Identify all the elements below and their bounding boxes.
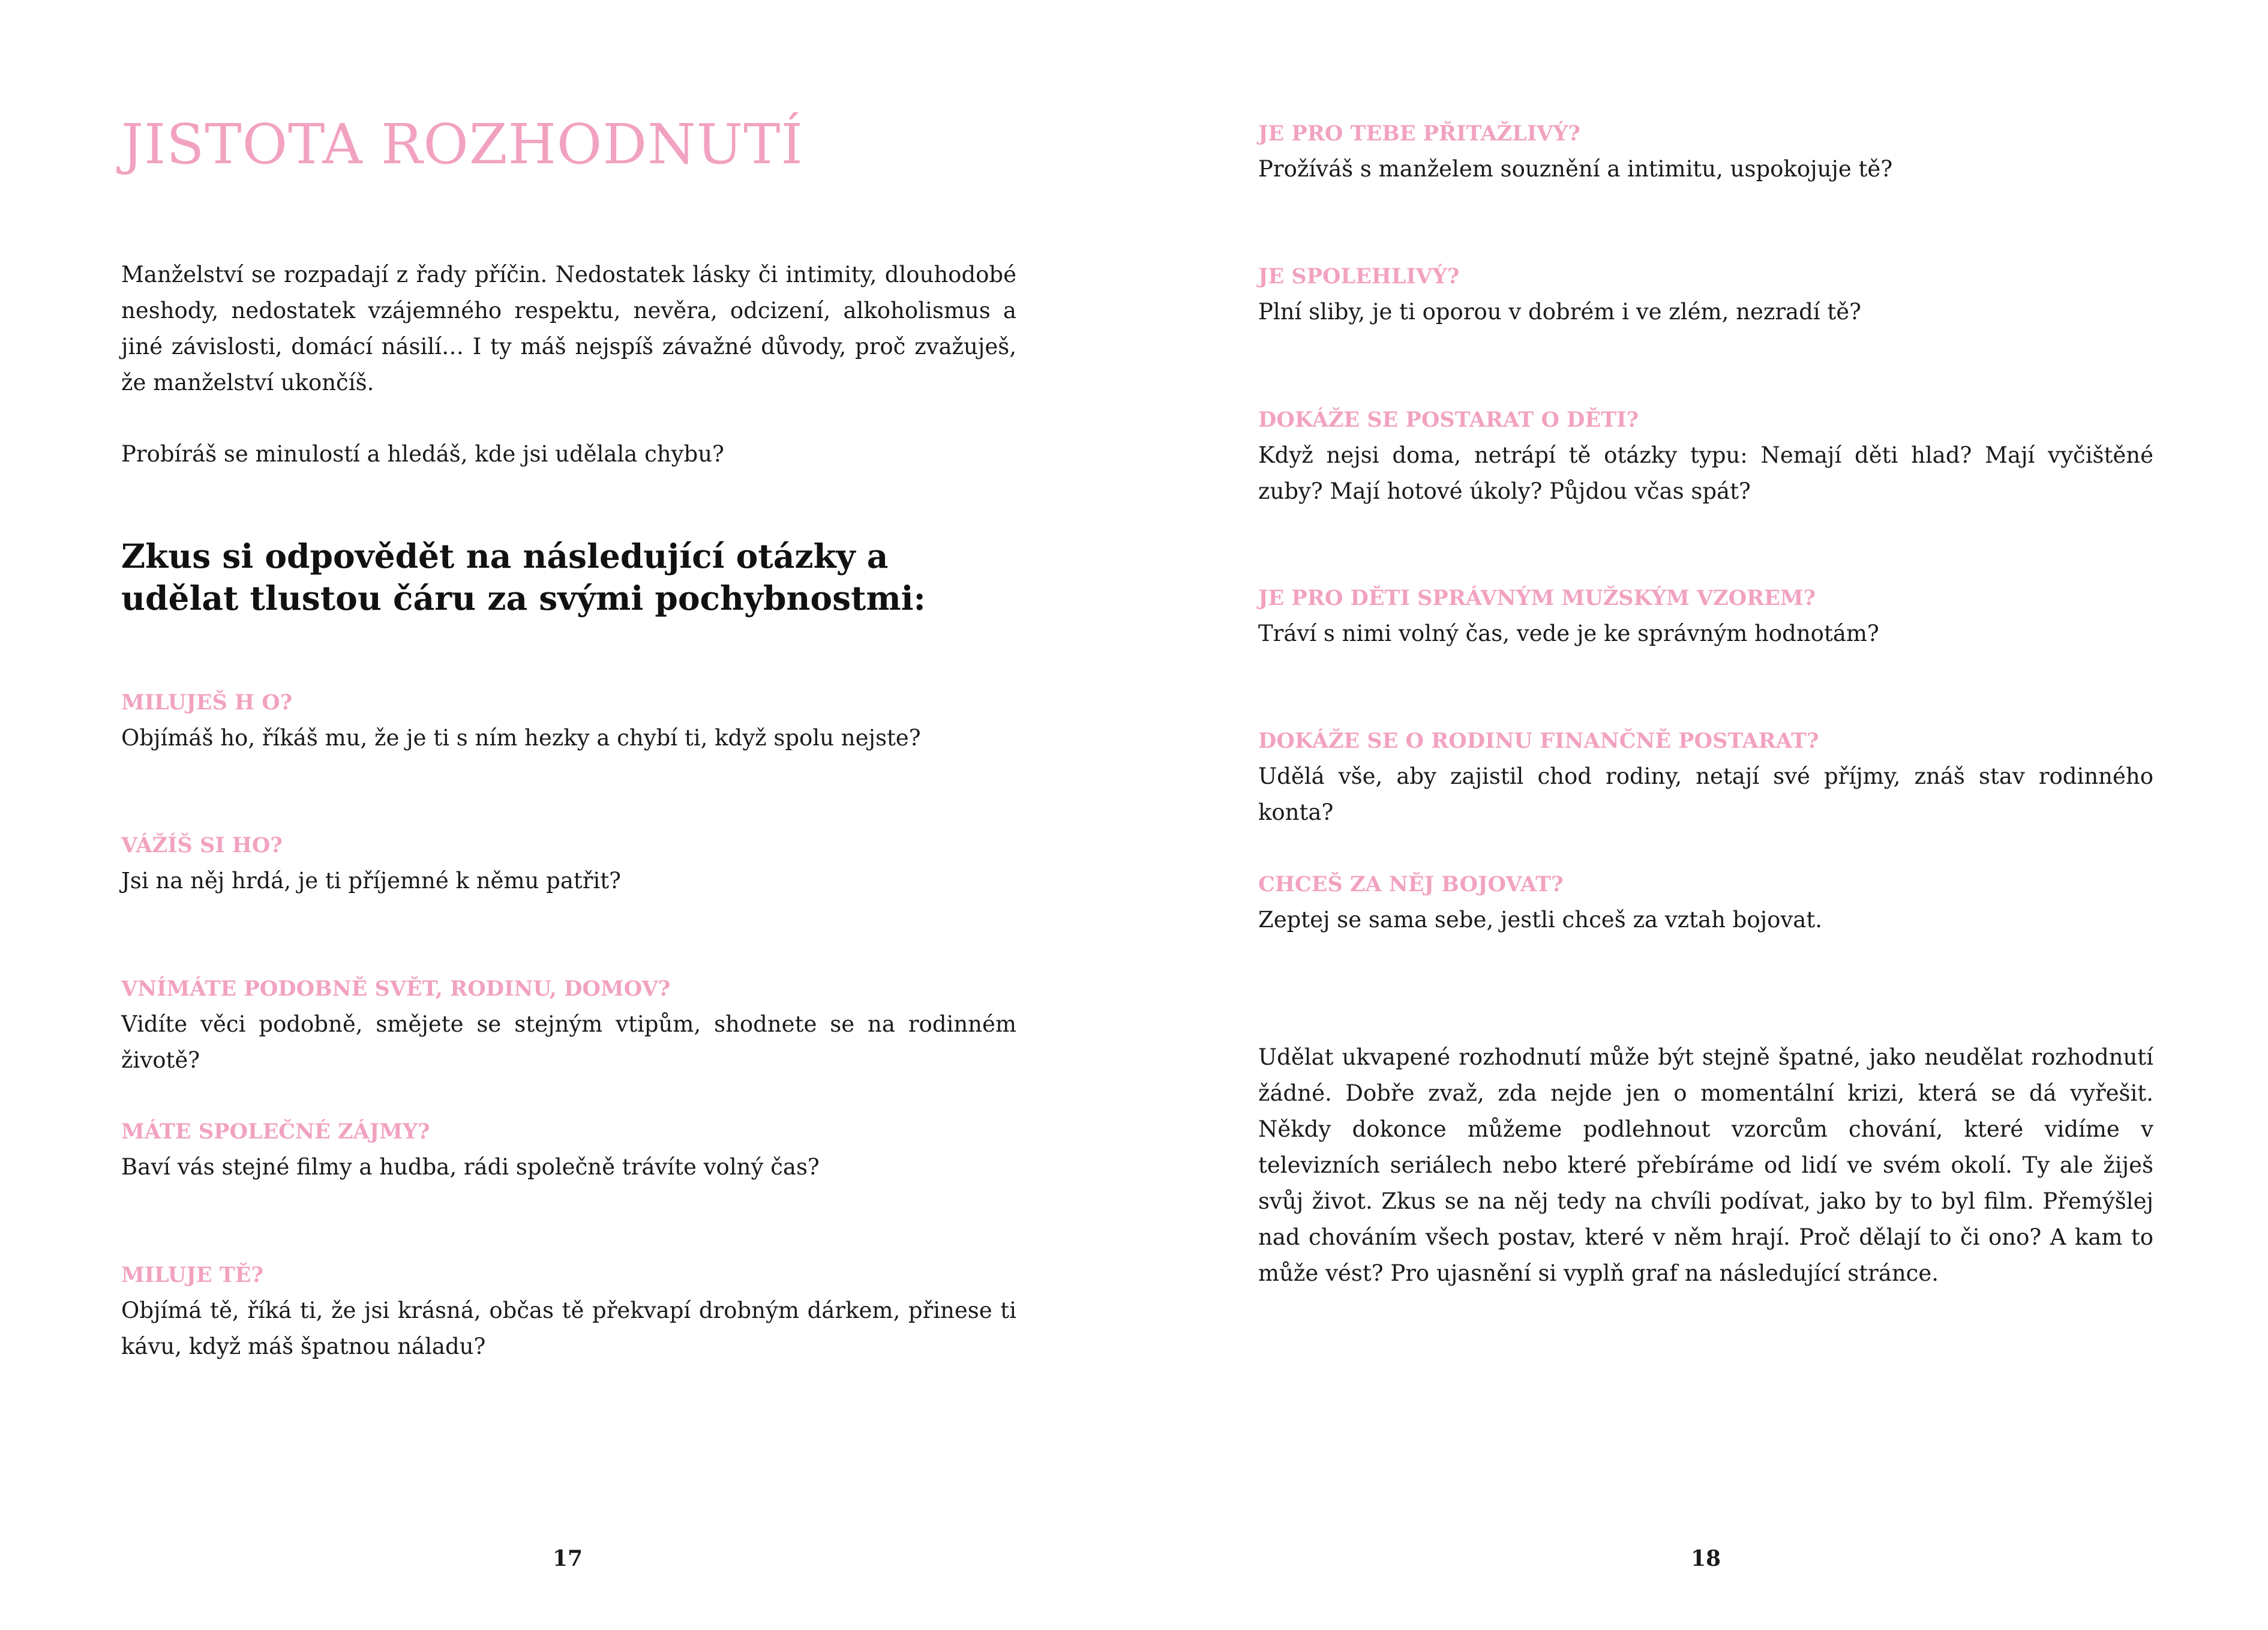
question-text: Vidíte věci podobně, smějete se stejným vtipům, shodnete se na rodinném životě?	[121, 1011, 1016, 1073]
question-block	[1258, 724, 2153, 831]
question-block	[1258, 403, 2153, 510]
right-page	[1258, 0, 2153, 1630]
question-heading: CHCEŠ ZA NĚJ BOJOVAT?	[1258, 872, 1564, 897]
question-heading: DOKÁŽE SE POSTARAT O DĚTI?	[1258, 408, 1639, 432]
question-block	[121, 685, 1016, 756]
page-title: JISTOTA ROZHODNUTÍ	[121, 112, 803, 176]
question-text: Baví vás stejné filmy a hudba, rádi společně trávíte volný čas?	[121, 1154, 820, 1180]
question-heading: VÁŽÍŠ SI HO?	[121, 833, 283, 858]
page-number: 18	[1690, 1546, 1721, 1571]
question-heading: JE SPOLEHLIVÝ?	[1258, 264, 1460, 289]
intro-question: Probíráš se minulostí a hledáš, kde jsi udělala chybu?	[121, 441, 724, 467]
question-text: Zeptej se sama sebe, jestli chceš za vztah bojovat.	[1258, 907, 1822, 933]
section-subheading: Zkus si odpovědět na následující otázky a udělat tlustou čáru za svými pochybnostmi:	[121, 537, 926, 618]
question-text: Udělá vše, aby zajistil chod rodiny, netají své příjmy, znáš stav rodinného konta?	[1258, 763, 2153, 825]
question-block	[1258, 116, 2153, 187]
question-block	[121, 1114, 1016, 1185]
question-heading: MÁTE SPOLEČNÉ ZÁJMY?	[121, 1119, 430, 1144]
question-block	[1258, 259, 2153, 330]
question-heading: DOKÁŽE SE O RODINU FINANČNĚ POSTARAT?	[1258, 729, 1819, 753]
closing-paragraph: Udělat ukvapené rozhodnutí může být stejně špatné, jako neudělat rozhodnutí žádné. Dobře zvaž, zda nejde jen o momentální krizi, která se dá vyřešit. Někdy dokonce můžeme podlehnout vzorcům chování, které vidíme v televizních seriálech nebo které přebíráme od lidí ve svém okolí. Ty ale žiješ svůj život. Zkus se na něj tedy na chvíli podívat, jako by to byl film. Přemýšlej nad chováním všech postav, které v něm hrají. Proč dělají to či ono? A kam to může vést? Pro ujasnění si vyplň graf na následující stránce.	[1258, 1044, 2153, 1286]
question-heading: VNÍMÁTE PODOBNĚ SVĚT, RODINU, DOMOV?	[121, 976, 671, 1001]
left-page	[121, 0, 1016, 1630]
question-text: Jsi na něj hrdá, je ti příjemné k němu patřit?	[121, 868, 621, 894]
question-text: Tráví s nimi volný čas, vede je ke správným hodnotám?	[1258, 621, 1879, 646]
question-text: Plní sliby, je ti oporou v dobrém i ve zlém, nezradí tě?	[1258, 299, 1861, 325]
intro-paragraph: Manželství se rozpadají z řady příčin. Nedostatek lásky či intimity, dlouhodobé neshody, nedostatek vzájemného respektu, nevěra, odcizení, alkoholismus a jiné závislosti, domácí násilí… I ty máš nejspíš závažné důvody, proč zvažuješ, že manželství ukončíš.	[121, 262, 1016, 395]
question-text: Objímá tě, říká ti, že jsi krásná, občas tě překvapí drobným dárkem, přinese ti kávu, když máš špatnou náladu?	[121, 1298, 1016, 1359]
question-text: Prožíváš s manželem souznění a intimitu, uspokojuje tě?	[1258, 156, 1893, 182]
question-heading: MILUJE TĚ?	[121, 1263, 263, 1287]
question-block	[1258, 581, 2153, 652]
question-block	[1258, 867, 2153, 938]
question-block	[121, 828, 1016, 899]
question-heading: JE PRO TEBE PŘITAŽLIVÝ?	[1258, 121, 1580, 146]
question-heading: MILUJEŠ H O?	[121, 690, 293, 715]
question-heading: JE PRO DĚTI SPRÁVNÝM MUŽSKÝM VZOREM?	[1258, 586, 1816, 610]
question-text: Když nejsi doma, netrápí tě otázky typu: Nemají děti hlad? Mají vyčištěné zuby? Mají hotové úkoly? Půjdou včas spát?	[1258, 442, 2153, 504]
page-number: 17	[552, 1546, 583, 1571]
question-text: Objímáš ho, říkáš mu, že je ti s ním hezky a chybí ti, když spolu nejste?	[121, 725, 921, 751]
question-block	[121, 972, 1016, 1078]
question-block	[121, 1258, 1016, 1365]
